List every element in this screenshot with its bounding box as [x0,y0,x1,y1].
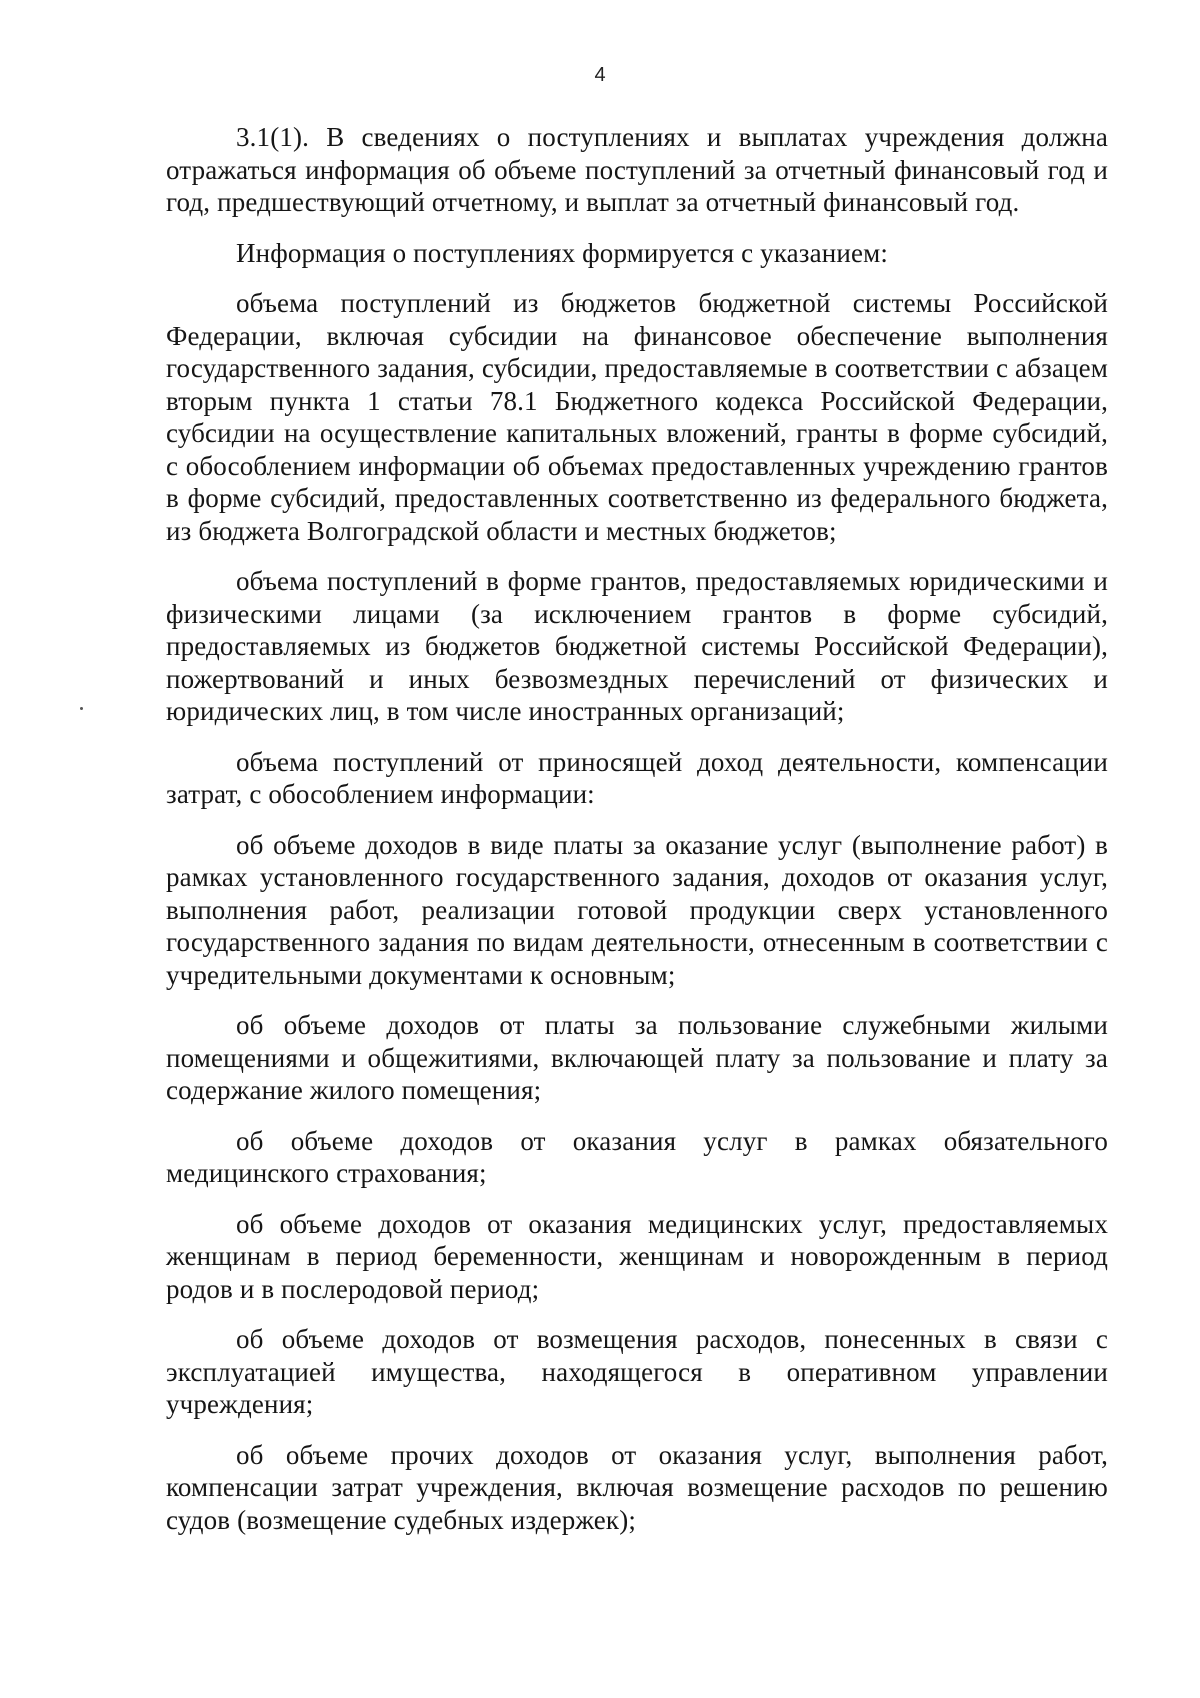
paragraph-services-fees: об объеме доходов в виде платы за оказание услуг (выполнение работ) в рамках установленного государственного задания, доходов от оказания услуг, выполнения работ, реализации готовой продукции сверх установленного государственного задания по видам деятельности, отнесенным в соответствии с учредительными документами к основным; [166,829,1108,990]
paragraph-medical-insurance: об объеме доходов от оказания услуг в рамках обязательного медицинского страхования; [166,1125,1108,1188]
paragraph-housing-fees: об объеме доходов от платы за пользование служебными жилыми помещениями и общежитиями, включающей плату за пользование и плату за содержание жилого помещения; [166,1010,1108,1105]
paragraph-grants-donations: объема поступлений в форме грантов, предоставляемых юридическими и физическими лицами (за исключением грантов в форме субсидий, предоставляемых из бюджетов бюджетной системы Российской Федерации), пожертвований и иных безвозмездных перечислений от физических и юридических лиц, в том числе иностранных организаций; [166,566,1108,726]
paragraph-income-info-intro: Информация о поступлениях формируется с указанием: [236,237,888,268]
paragraph-income-generating-activity: объема поступлений от приносящей доход деятельности, компенсации затрат, с обособлением информации: [166,746,1108,809]
paragraph-maternity-services: об объеме доходов от оказания медицинских услуг, предоставляемых женщинам в период беременности, женщинам и новорожденным в период родов и в послеродовой период; [166,1208,1108,1304]
scan-speck [80,707,83,710]
document-body [166,121,1108,1554]
page-number: 4 [594,64,606,86]
paragraph-budget-income: объема поступлений из бюджетов бюджетной системы Российской Федерации, включая субсидии на финансовое обеспечение выполнения государственного задания, субсидии, предоставляемые в соответствии с абзацем вторым пункта 1 статьи 78.1 Бюджетного кодекса Российской Федерации, субсидии на осуществление капитальных вложений, гранты в форме субсидий, с обособлением информации об объемах предоставленных учреждению грантов в форме субсидий, предоставленных соответственно из федерального бюджета, из бюджета Волгоградской области и местных бюджетов; [166,288,1108,546]
paragraph-property-expenses: об объеме доходов от возмещения расходов, понесенных в связи с эксплуатацией имущества, находящегося в оперативном управлении учреждения; [166,1324,1108,1419]
paragraph-3-1-1: 3.1(1). В сведениях о поступлениях и выплатах учреждения должна отражаться информация об объеме поступлений за отчетный финансовый год и год, предшествующий отчетному, и выплат за отчетный финансовый год. [166,122,1108,217]
paragraph-other-income: об объеме прочих доходов от оказания услуг, выполнения работ, компенсации затрат учреждения, включая возмещение расходов по решению судов (возмещение судебных издержек); [166,1439,1108,1535]
